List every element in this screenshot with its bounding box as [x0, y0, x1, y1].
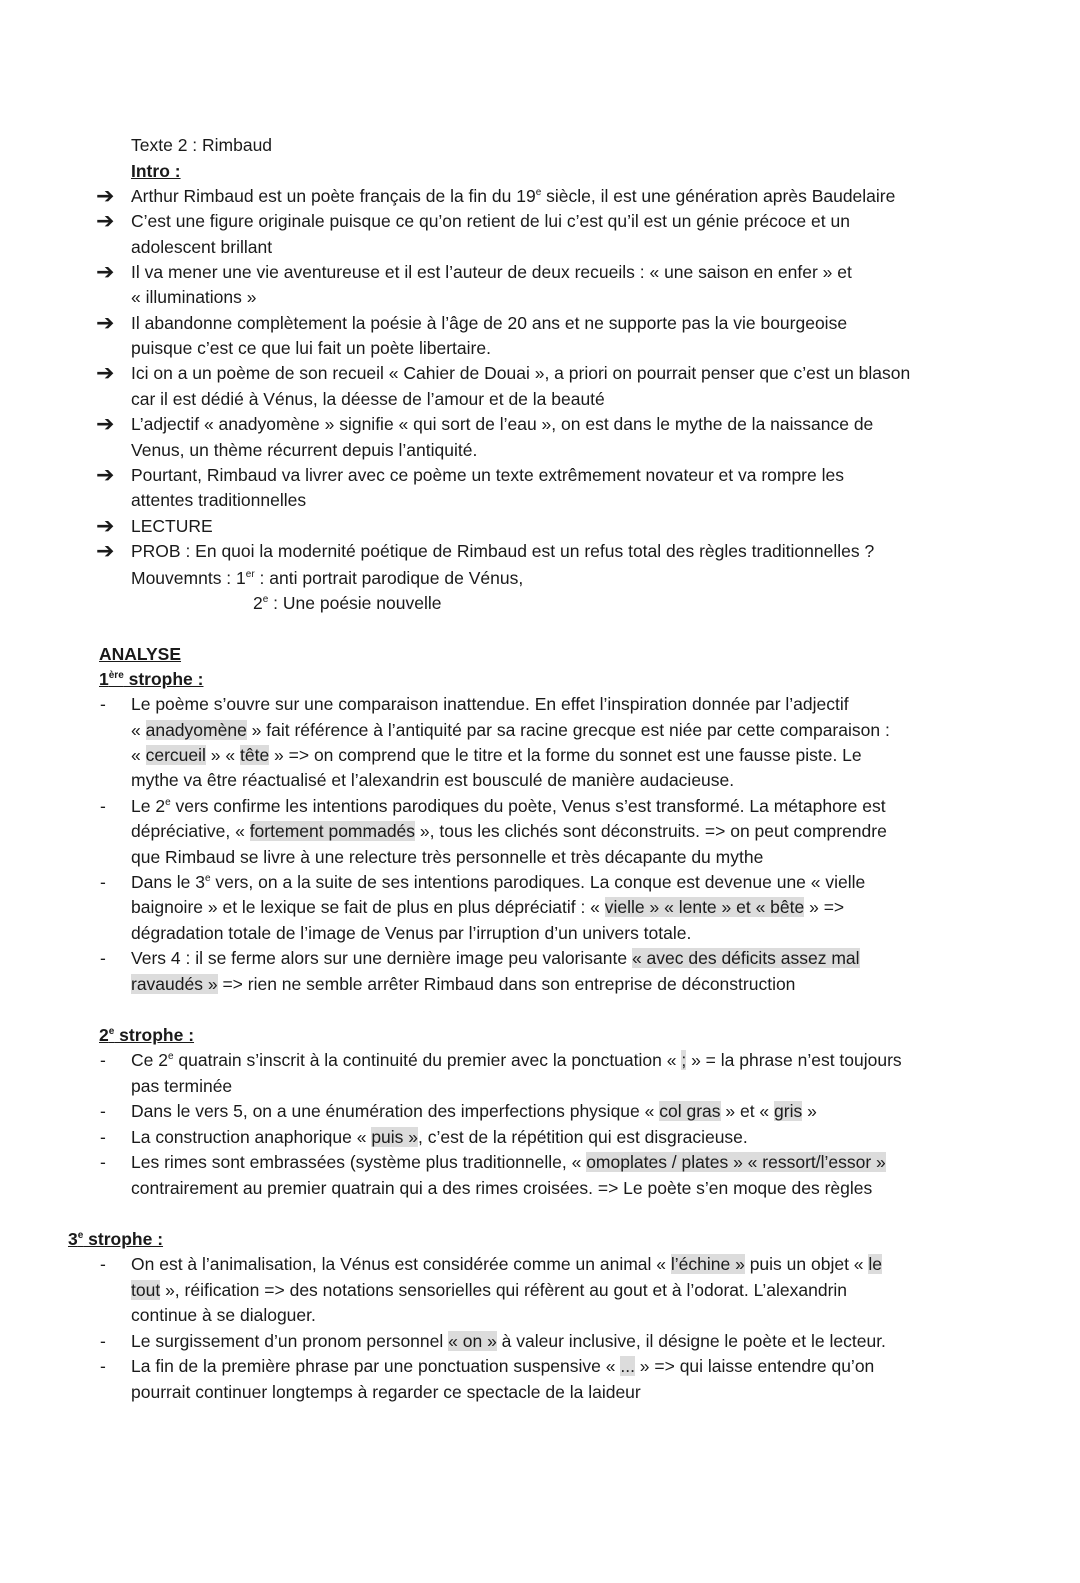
intro-bullet-line: Ici on a un poème de son recueil « Cahier de Douai », a priori on pourrait penser que c’est un blason: [131, 363, 911, 384]
analysis-line: Dans le vers 5, on a une énumération des imperfections physique « col gras » et « gris »: [131, 1101, 817, 1121]
analysis-line: baignoire » et le lexique se fait de plus en plus dépréciatif : « vielle » « lente » et « bête » =>: [131, 897, 845, 917]
dash-bullet: -: [100, 948, 106, 968]
intro-heading: Intro :: [131, 161, 181, 181]
dash-bullet: -: [100, 872, 106, 892]
right-arrow-bullet-icon: ➔: [96, 512, 115, 538]
analysis-line: continue à se dialoguer.: [131, 1305, 316, 1325]
right-arrow-bullet-icon: ➔: [96, 259, 115, 285]
dash-bullet: -: [100, 1331, 106, 1351]
analysis-line: On est à l’animalisation, la Vénus est considérée comme un animal « l’échine » puis un objet « le: [131, 1254, 883, 1274]
dash-bullet: -: [100, 694, 106, 714]
dash-bullet: -: [100, 1127, 106, 1147]
dash-bullet: -: [100, 1356, 106, 1376]
intro-bullet-line: « illuminations »: [131, 287, 257, 308]
dash-bullet: -: [100, 1101, 106, 1121]
right-arrow-bullet-icon: ➔: [96, 309, 115, 335]
right-arrow-bullet-icon: ➔: [96, 208, 115, 234]
analysis-line: Dans le 3e vers, on a la suite de ses intentions parodiques. La conque est devenue une « vielle: [131, 872, 866, 892]
mouvements-line-1: Mouvemnts : 1er : anti portrait parodique de Vénus,: [131, 568, 524, 588]
dash-bullet: -: [100, 1050, 106, 1070]
intro-bullet-line: Arthur Rimbaud est un poète français de la fin du 19e siècle, il est une génération après Baudelaire: [131, 186, 896, 206]
document-title: Texte 2 : Rimbaud: [131, 135, 273, 155]
intro-bullet-line: PROB : En quoi la modernité poétique de Rimbaud est un refus total des règles traditionnelles ?: [131, 540, 875, 561]
dash-bullet: -: [100, 1254, 106, 1274]
analysis-line: « anadyomène » fait référence à l’antiquité par sa racine grecque est niée par cette comparaison :: [131, 720, 890, 740]
analysis-line: Le surgissement d’un pronom personnel « on » à valeur inclusive, il désigne le poète et le lecteur.: [131, 1331, 886, 1351]
analysis-line: tout », réification => des notations sensorielles qui réfèrent au gout et à l’odorat. L’alexandrin: [131, 1280, 848, 1300]
right-arrow-bullet-icon: ➔: [96, 537, 115, 563]
analysis-line: que Rimbaud se livre à une relecture très personnelle et très décapante du mythe: [131, 847, 764, 867]
intro-bullet-line: LECTURE: [131, 515, 213, 536]
intro-bullet-line: C’est une figure originale puisque ce qu’on retient de lui c’est qu’il est un génie précoce et un: [131, 211, 850, 232]
analysis-line: contrairement au premier quatrain qui a des rimes croisées. => Le poète s’en moque des règles: [131, 1178, 873, 1198]
analysis-line: dégradation totale de l’image de Venus par l’irruption d’un univers totale.: [131, 923, 692, 943]
analysis-line: Ce 2e quatrain s’inscrit à la continuité du premier avec la ponctuation « ; » = la phrase n’est toujours: [131, 1050, 902, 1070]
strophe-1-heading: 1ère strophe :: [99, 669, 204, 689]
mouvements-line-2: 2e : Une poésie nouvelle: [253, 593, 442, 613]
analysis-line: La construction anaphorique « puis », c’est de la répétition qui est disgracieuse.: [131, 1127, 748, 1147]
right-arrow-bullet-icon: ➔: [96, 411, 115, 437]
analysis-line: « cercueil » « tête » => on comprend que le titre et la forme du sonnet est une fausse piste. Le: [131, 745, 862, 765]
dash-bullet: -: [100, 1152, 106, 1172]
analysis-line: Le poème s’ouvre sur une comparaison inattendue. En effet l’inspiration donnée par l’adjectif: [131, 694, 849, 714]
analysis-line: La fin de la première phrase par une ponctuation suspensive « ... » => qui laisse entendre qu’on: [131, 1356, 875, 1376]
analysis-line: Le 2e vers confirme les intentions parodiques du poète, Venus s’est transformé. La métaphore est: [131, 796, 886, 816]
right-arrow-bullet-icon: ➔: [96, 461, 115, 487]
intro-bullet-line: Venus, un thème récurrent depuis l’antiquité.: [131, 439, 478, 460]
analysis-line: ravaudés » => rien ne semble arrêter Rimbaud dans son entreprise de déconstruction: [131, 974, 796, 994]
intro-bullet-line: Il va mener une vie aventureuse et il est l’auteur de deux recueils : « une saison en enfer » et: [131, 262, 852, 283]
strophe-3-heading: 3e strophe :: [68, 1229, 164, 1249]
intro-bullet-line: Il abandonne complètement la poésie à l’âge de 20 ans et ne supporte pas la vie bourgeoise: [131, 312, 848, 333]
analysis-line: Les rimes sont embrassées (système plus traditionnelle, « omoplates / plates » « ressort/l’essor »: [131, 1152, 886, 1172]
intro-bullet-line: puisque c’est ce que lui fait un poète libertaire.: [131, 338, 491, 359]
analysis-line: pourrait continuer longtemps à regarder ce spectacle de la laideur: [131, 1382, 641, 1402]
right-arrow-bullet-icon: ➔: [96, 183, 115, 208]
analysis-line: dépréciative, « fortement pommadés », tous les clichés sont déconstruits. => on peut comprendre: [131, 821, 887, 841]
intro-bullet-line: attentes traditionnelles: [131, 490, 307, 511]
intro-bullet-line: car il est dédié à Vénus, la déesse de l’amour et de la beauté: [131, 388, 605, 409]
strophe-2-heading: 2e strophe :: [99, 1025, 195, 1045]
analyse-heading: ANALYSE: [99, 644, 182, 664]
analysis-line: pas terminée: [131, 1076, 233, 1096]
intro-bullet-line: adolescent brillant: [131, 236, 273, 257]
dash-bullet: -: [100, 796, 106, 816]
intro-bullet-line: Pourtant, Rimbaud va livrer avec ce poème un texte extrêmement novateur et va rompre les: [131, 464, 844, 485]
analysis-line: Vers 4 : il se ferme alors sur une dernière image peu valorisante « avec des déficits assez mal: [131, 948, 860, 968]
right-arrow-bullet-icon: ➔: [96, 360, 115, 386]
intro-bullet-line: L’adjectif « anadyomène » signifie « qui sort de l’eau », on est dans le mythe de la naissance de: [131, 414, 874, 435]
analysis-line: mythe va être réactualisé et l’alexandrin est bousculé de manière audacieuse.: [131, 770, 735, 790]
